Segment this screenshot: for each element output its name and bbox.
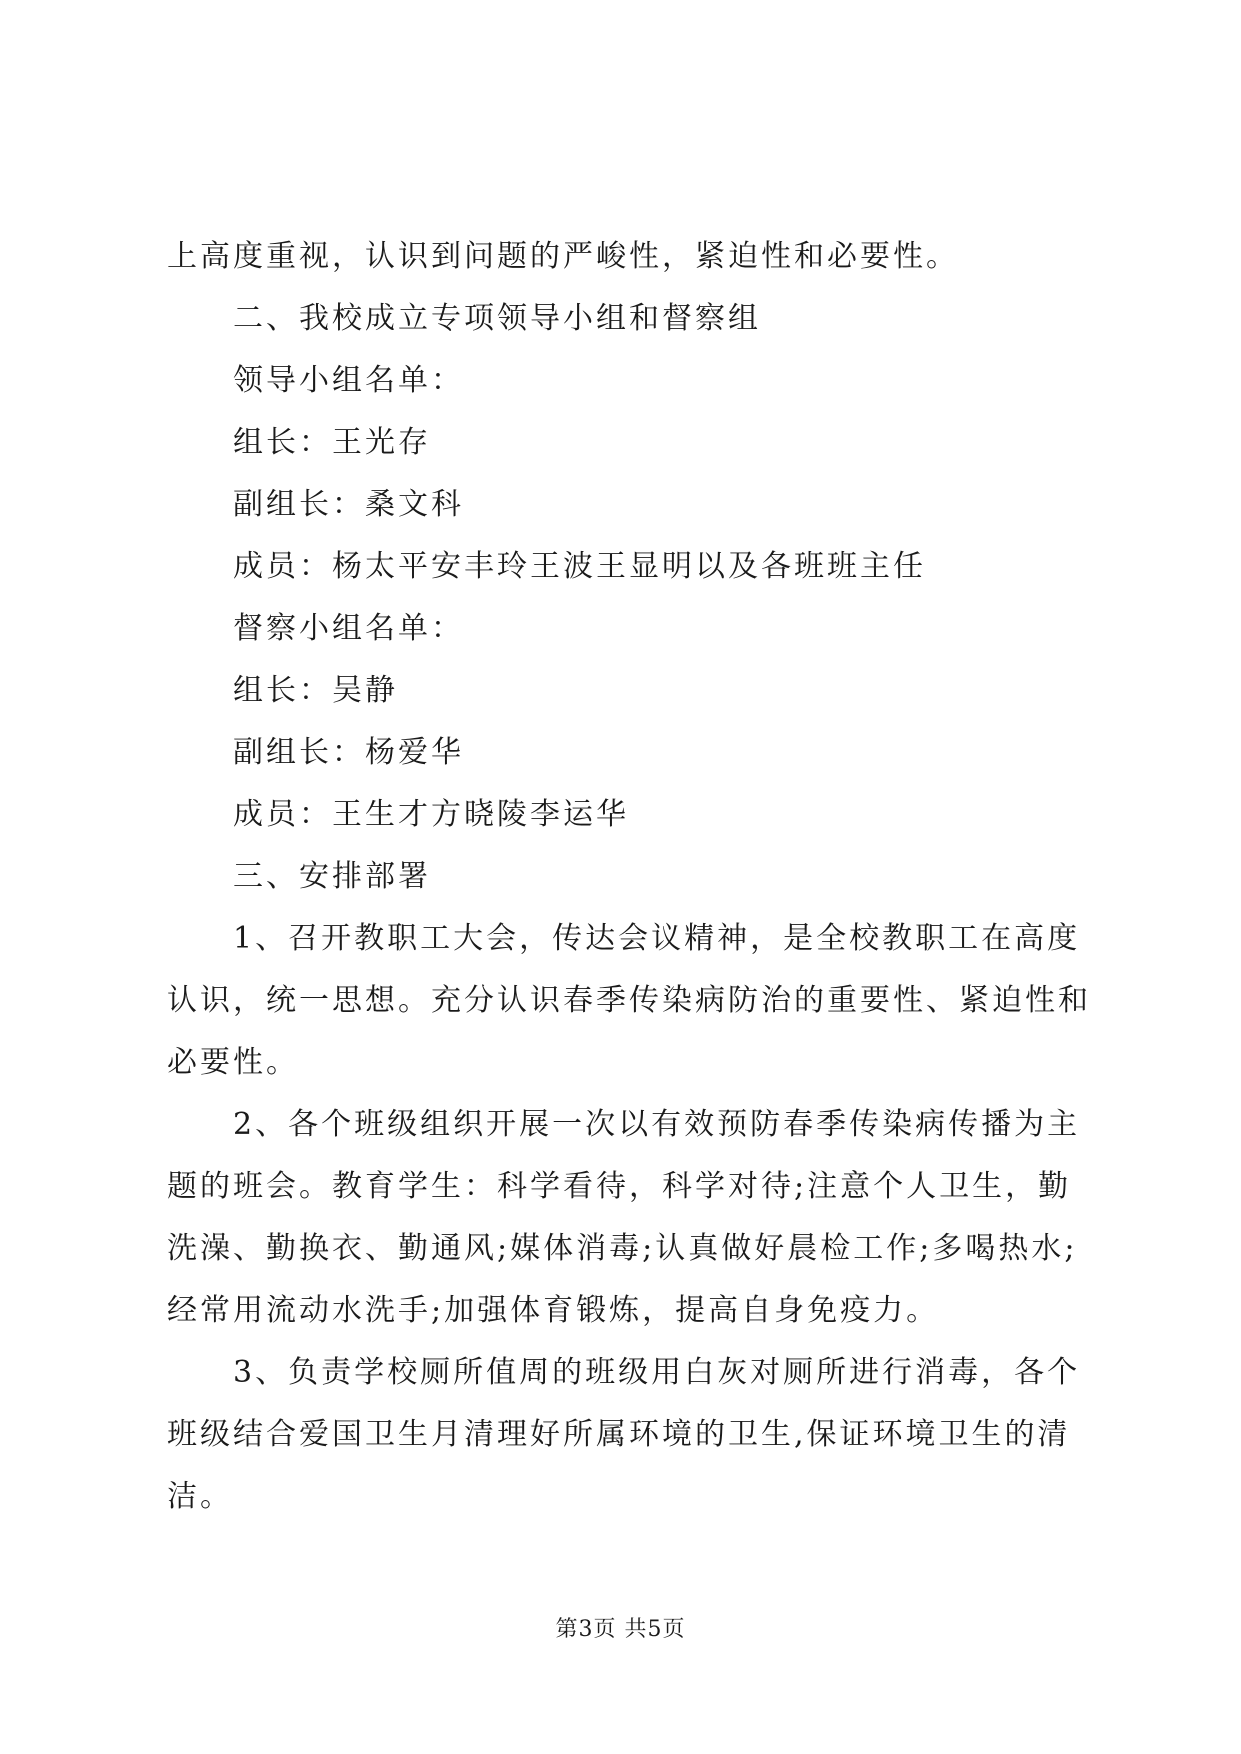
- text-line: 组长：王光存: [233, 425, 431, 460]
- text-line: 组长：吴静: [233, 673, 398, 708]
- text-line: 副组长：桑文科: [233, 487, 464, 522]
- text-line: 班级结合爱国卫生月清理好所属环境的卫生,保证环境卫生的清: [167, 1417, 1071, 1452]
- text-line: 2、各个班级组织开展一次以有效预防春季传染病传播为主: [233, 1107, 1081, 1142]
- text-line: 1、召开教职工大会，传达会议精神，是全校教职工在高度: [233, 921, 1081, 956]
- text-line: 经常用流动水洗手;加强体育锻炼，提高自身免疫力。: [167, 1293, 940, 1328]
- document-body: [167, 226, 1091, 1528]
- text-line: 成员：杨太平安丰玲王波王显明以及各班班主任: [233, 549, 926, 584]
- text-line: 成员：王生才方晓陵李运华: [233, 797, 629, 832]
- text-line: 3、负责学校厕所值周的班级用白灰对厕所进行消毒，各个: [233, 1355, 1081, 1390]
- text-line: 副组长：杨爱华: [233, 735, 464, 770]
- text-line: 认识，统一思想。充分认识春季传染病防治的重要性、紧迫性和: [167, 983, 1091, 1018]
- text-line: 领导小组名单：: [233, 363, 464, 398]
- text-line: 洁。: [167, 1479, 233, 1514]
- text-line: 题的班会。教育学生：科学看待，科学对待;注意个人卫生，勤: [167, 1169, 1072, 1204]
- text-line: 洗澡、勤换衣、勤通风;媒体消毒;认真做好晨检工作;多喝热水;: [167, 1231, 1078, 1266]
- text-line: 三、安排部署: [233, 859, 431, 894]
- text-line: 上高度重视，认识到问题的严峻性，紧迫性和必要性。: [167, 239, 959, 274]
- page-footer: 第3页 共5页: [555, 1617, 686, 1642]
- text-line: 必要性。: [167, 1045, 299, 1080]
- text-line: 督察小组名单：: [233, 611, 464, 646]
- text-line: 二、我校成立专项领导小组和督察组: [233, 301, 761, 336]
